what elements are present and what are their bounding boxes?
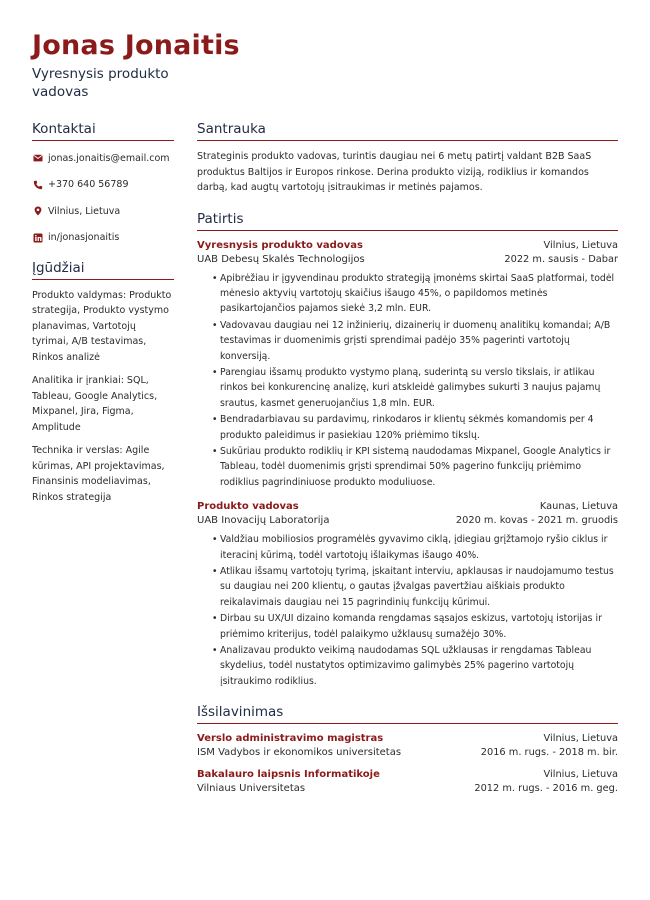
job-role: Vyresnysis produkto vadovas [197,239,363,251]
job-bullet: • Apibrėžiau ir įgyvendinau produkto strategiją įmonėms skirtai SaaS platformai, todėl mėnesio aktyvių vartotojų skaičius išaugo 45%, o papildomos metinės pasikartojančios pajamos siekė 3,2 mln. EUR. [213,271,618,317]
job-entry [197,239,618,491]
job-dates: 2020 m. kovas - 2021 m. gruodis [455,515,618,527]
education-heading: Išsilavinimas [197,703,618,724]
summary-text: Strateginis produkto vadovas, turintis daugiau nei 6 metų patirtį valdant B2B SaaS produktus Baltijos ir Europos rinkose. Derina produkto viziją, rodiklius ir komandos darbą, kad augtų vartotojų įsitraukimas ir metinės pajamos. [197,151,592,193]
job-title: Vyresnysis produkto vadovas [32,66,169,100]
degree-name: Verslo administravimo magistras [197,733,384,745]
school-name: ISM Vadybos ir ekonomikos universitetas [197,747,402,759]
location-icon [32,206,43,217]
contact-phone[interactable] [32,178,174,192]
job-entry [197,500,618,689]
job-dates: 2022 m. sausis - Dabar [504,253,618,265]
job-bullet: • Dirbau su UX/UI dizaino komanda rengdamas sąsajos eskizus, vartotojų istorijas ir priėmimo kriterijus, todėl palaikymo užklausų sumažėjo 30%. [213,611,618,642]
left-column [32,120,174,513]
education-dates: 2016 m. rugs. - 2018 m. bir. [480,747,618,759]
contact-location-text: Vilnius, Lietuva [48,205,121,217]
skills-heading: Įgūdžiai [32,259,174,280]
right-column [197,120,618,804]
contact-phone-text: +370 640 56789 [48,179,129,191]
job-bullet: • Vadovavau daugiau nei 12 inžinierių, dizainerių ir duomenų analitikų komandai; A/B testavimas ir duomenimis grįsti sprendimai padėjo 35% pagerinti vartotojų konversiją. [213,318,618,364]
experience-heading: Patirtis [197,210,618,231]
email-icon [32,153,43,164]
summary-heading: Santrauka [197,120,618,141]
job-company: UAB Inovacijų Laboratorija [197,515,330,527]
job-bullet: • Valdžiau mobiliosios programėlės gyvavimo ciklą, įdiegiau grįžtamojo ryšio ciklus ir iteracinį kūrimą, todėl vartotojų išlaikymas išaugo 40%. [213,532,618,563]
contact-email-text: jonas.jonaitis@email.com [48,152,170,164]
education-location: Vilnius, Lietuva [543,733,618,745]
skill-group: Produkto valdymas: Produkto strategija, Produkto vystymo planavimas, Vartotojų tyrimai, A/B testavimas, Rinkos analizė [32,289,172,363]
contacts-heading: Kontaktai [32,120,174,141]
job-location: Kaunas, Lietuva [539,501,618,513]
job-company: UAB Debesų Skalės Technologijos [197,253,365,265]
job-bullet: • Parengiau išsamų produkto vystymo planą, suderintą su verslo tikslais, ir atlikau rinkos bei konkurencinę analizę, kuri atskleidė galimybes sukurti 3 naujus pajamų srautus, kasmet generuojančius 1,8 mln. EUR. [213,365,618,411]
skill-group: Technika ir verslas: Agile kūrimas, API projektavimas, Finansinis modeliavimas, Rinkos strategija [32,445,165,503]
education-entry [197,768,618,796]
job-bullet: • Sukūriau produkto rodiklių ir KPI sistemą naudodamas Mixpanel, Google Analytics ir Tableau, todėl duomenimis grįsti sprendimai 50% pagerino funkcijų priėmimo rodiklius pagrindiniuose produkto moduliuose. [213,444,618,490]
contact-location [32,204,174,218]
skill-group: Analitika ir įrankiai: SQL, Tableau, Google Analytics, Mixpanel, Jira, Figma, Amplitude [32,375,158,433]
contact-linkedin[interactable] [32,231,174,245]
job-location: Vilnius, Lietuva [543,239,618,251]
linkedin-icon [32,232,43,243]
school-name: Vilniaus Universitetas [197,783,306,795]
contact-email[interactable] [32,151,174,165]
job-bullet: • Bendradarbiavau su pardavimų, rinkodaros ir klientų sėkmės komandomis per 4 produkto paleidimus ir pasiekiau 120% priėmimo tikslų. [213,412,618,443]
contact-linkedin-text: in/jonasjonaitis [48,232,120,244]
education-location: Vilnius, Lietuva [543,769,618,781]
job-bullets [197,271,618,491]
job-bullets [197,532,618,689]
job-bullet: • Analizavau produkto veikimą naudodamas SQL užklausas ir rengdamas Tableau skydelius, todėl nustatytos optimizavimo galimybės 25% pagerino vartotojų įsitraukimo rodiklius. [213,643,618,689]
phone-icon [32,179,43,190]
degree-name: Bakalauro laipsnis Informatikoje [197,769,380,781]
job-role: Produkto vadovas [197,501,299,513]
candidate-name: Jonas Jonaitis [32,30,240,61]
education-entry [197,732,618,760]
education-dates: 2012 m. rugs. - 2016 m. geg. [474,783,618,795]
job-bullet: • Atlikau išsamų vartotojų tyrimą, įskaitant interviu, apklausas ir naudojamumo testus su daugiau nei 200 klientų, o gautas įžvalgas pavertžiau aiškiais produkto reikalavimais daugiau nei 15 pagrindinių funkcijų kūrimui. [213,564,618,610]
